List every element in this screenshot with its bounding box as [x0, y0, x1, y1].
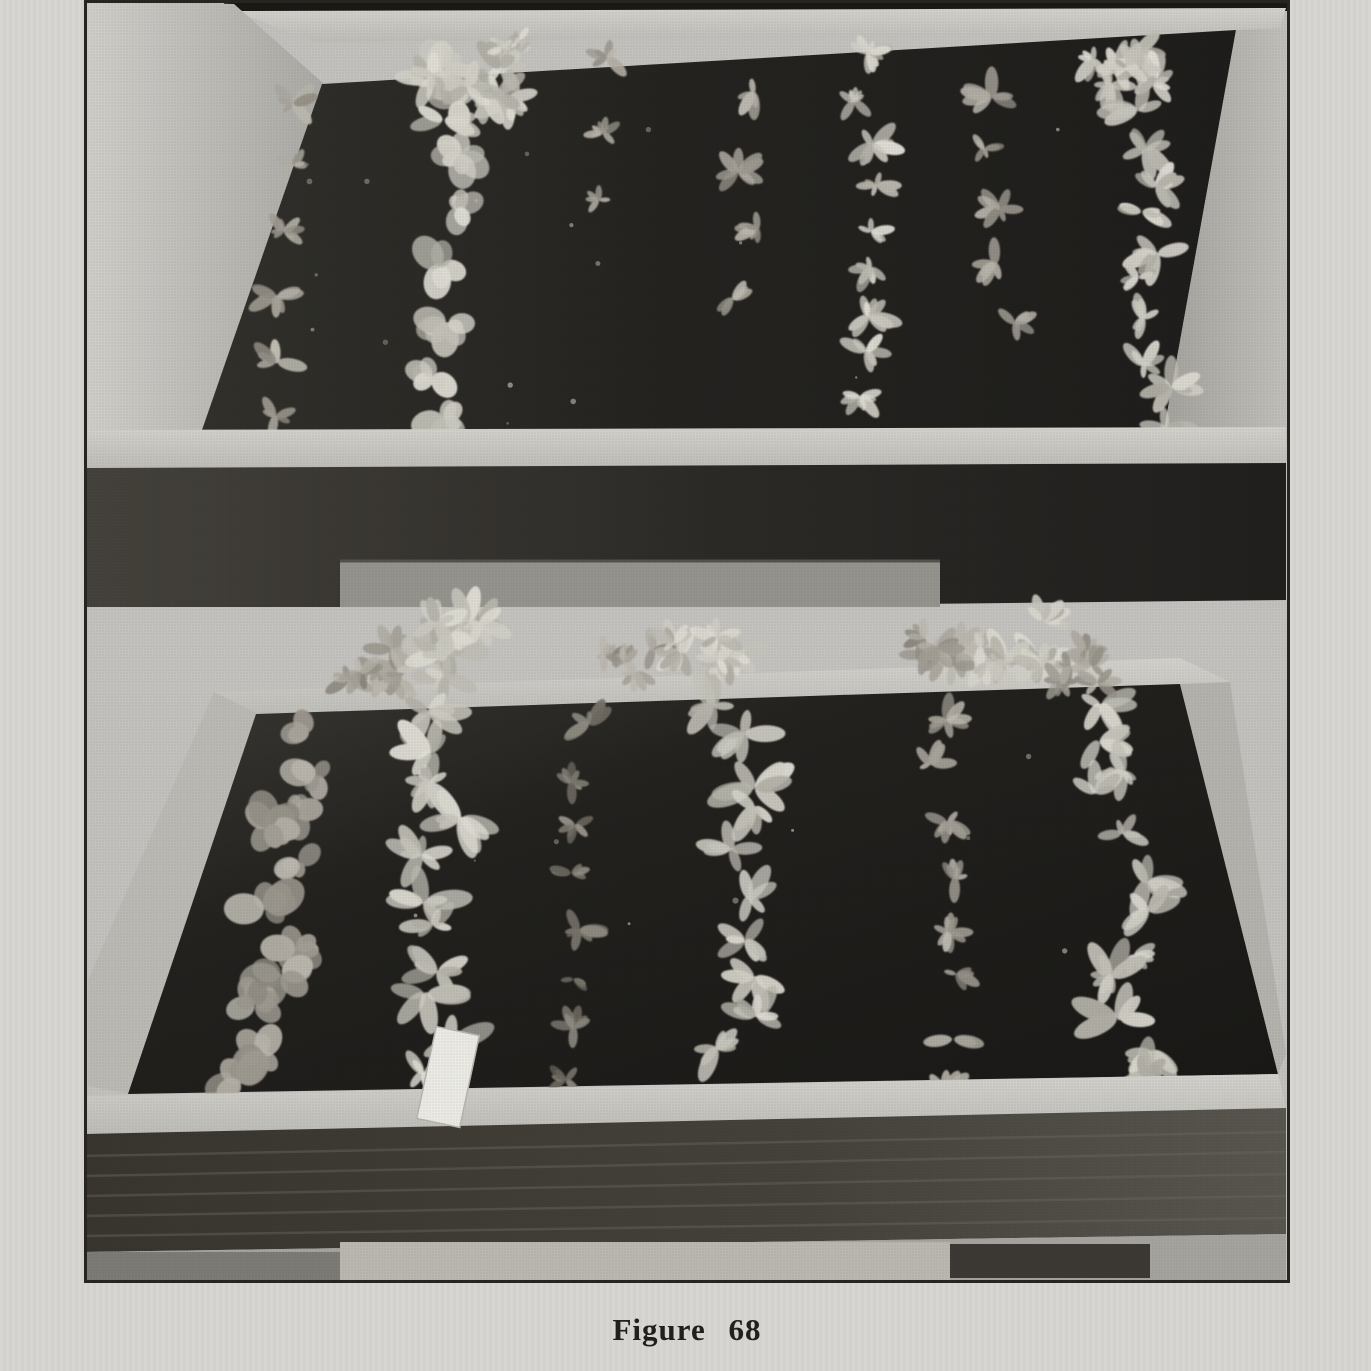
photo-scene	[84, 0, 1290, 1283]
figure-caption: Figure 68	[612, 1312, 762, 1347]
halftone-texture	[84, 0, 1290, 1283]
figure-photo	[84, 0, 1290, 1283]
